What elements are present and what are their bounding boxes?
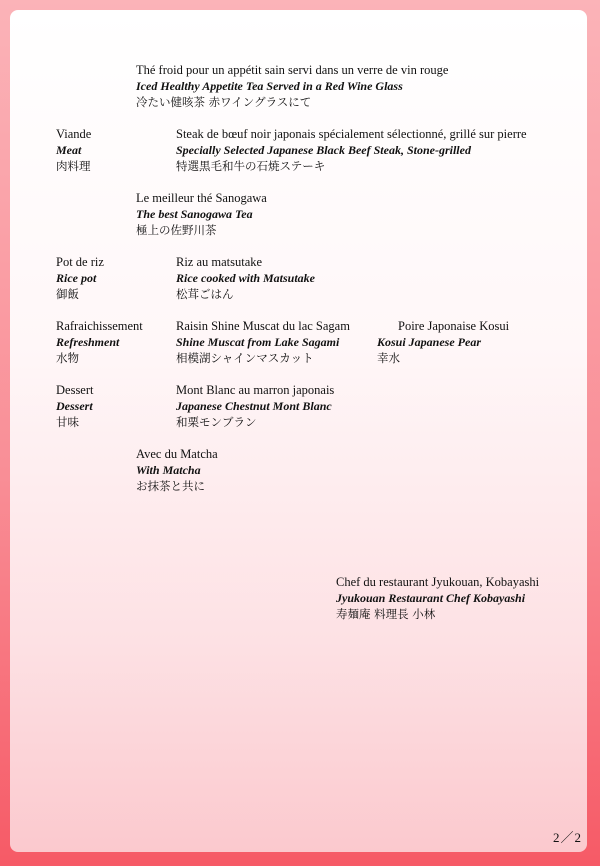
iced-tea-ja: 冷たい健咳茶 赤ワイングラスにて [136,95,312,109]
meat-dish-ja: 特選黒毛和牛の石焼ステーキ [176,159,326,173]
matcha-en: With Matcha [136,463,201,477]
rice-dish-fr: Riz au matsutake [176,255,263,269]
rice-label-fr: Pot de riz [56,255,104,269]
refresh-grape-en: Shine Muscat from Lake Sagami [176,335,340,349]
dessert-dish-fr: Mont Blanc au marron japonais [176,383,335,397]
rice-dish-ja: 松茸ごはん [176,287,234,301]
refresh-pear-en: Kosui Japanese Pear [377,335,482,349]
dessert-label-ja: 甘味 [56,415,79,429]
page-number: 2／2 [552,830,582,845]
meat-label-ja: 肉料理 [56,159,91,173]
iced-tea-fr: Thé froid pour un appétit sain servi dans un verre de vin rouge [136,63,449,77]
chef-en: Jyukouan Restaurant Chef Kobayashi [336,591,526,605]
meat-dish-en: Specially Selected Japanese Black Beef Steak, Stone-grilled [176,143,471,157]
sanogawa-tea-fr: Le meilleur thé Sanogawa [136,191,267,205]
refresh-grape-fr: Raisin Shine Muscat du lac Sagam [176,319,350,333]
sanogawa-tea-en: The best Sanogawa Tea [136,207,253,221]
meat-dish-fr: Steak de bœuf noir japonais spécialement sélectionné, grillé sur pierre [176,127,527,141]
rice-label-en: Rice pot [56,271,97,285]
refresh-label-fr: Rafraichissement [56,319,143,333]
dessert-dish-en: Japanese Chestnut Mont Blanc [176,399,332,413]
matcha-ja: お抹茶と共に [136,479,205,493]
refresh-grape-ja: 相模湖シャインマスカット [176,351,314,365]
refresh-pear-ja: 幸水 [377,351,400,365]
iced-tea-en: Iced Healthy Appetite Tea Served in a Red Wine Glass [136,79,403,93]
refresh-label-en: Refreshment [56,335,120,349]
rice-dish-en: Rice cooked with Matsutake [176,271,315,285]
meat-label-en: Meat [56,143,82,157]
chef-ja: 寿麺庵 料理長 小林 [336,607,436,621]
dessert-label-fr: Dessert [56,383,94,397]
meat-label-fr: Viande [56,127,92,141]
chef-fr: Chef du restaurant Jyukouan, Kobayashi [336,575,540,589]
refresh-label-ja: 水物 [56,351,79,365]
dessert-label-en: Dessert [56,399,93,413]
refresh-pear-fr: Poire Japonaise Kosui [398,319,510,333]
matcha-fr: Avec du Matcha [136,447,218,461]
sanogawa-tea-ja: 極上の佐野川茶 [136,223,217,237]
dessert-dish-ja: 和栗モンブラン [176,415,257,429]
rice-label-ja: 御飯 [56,287,79,301]
